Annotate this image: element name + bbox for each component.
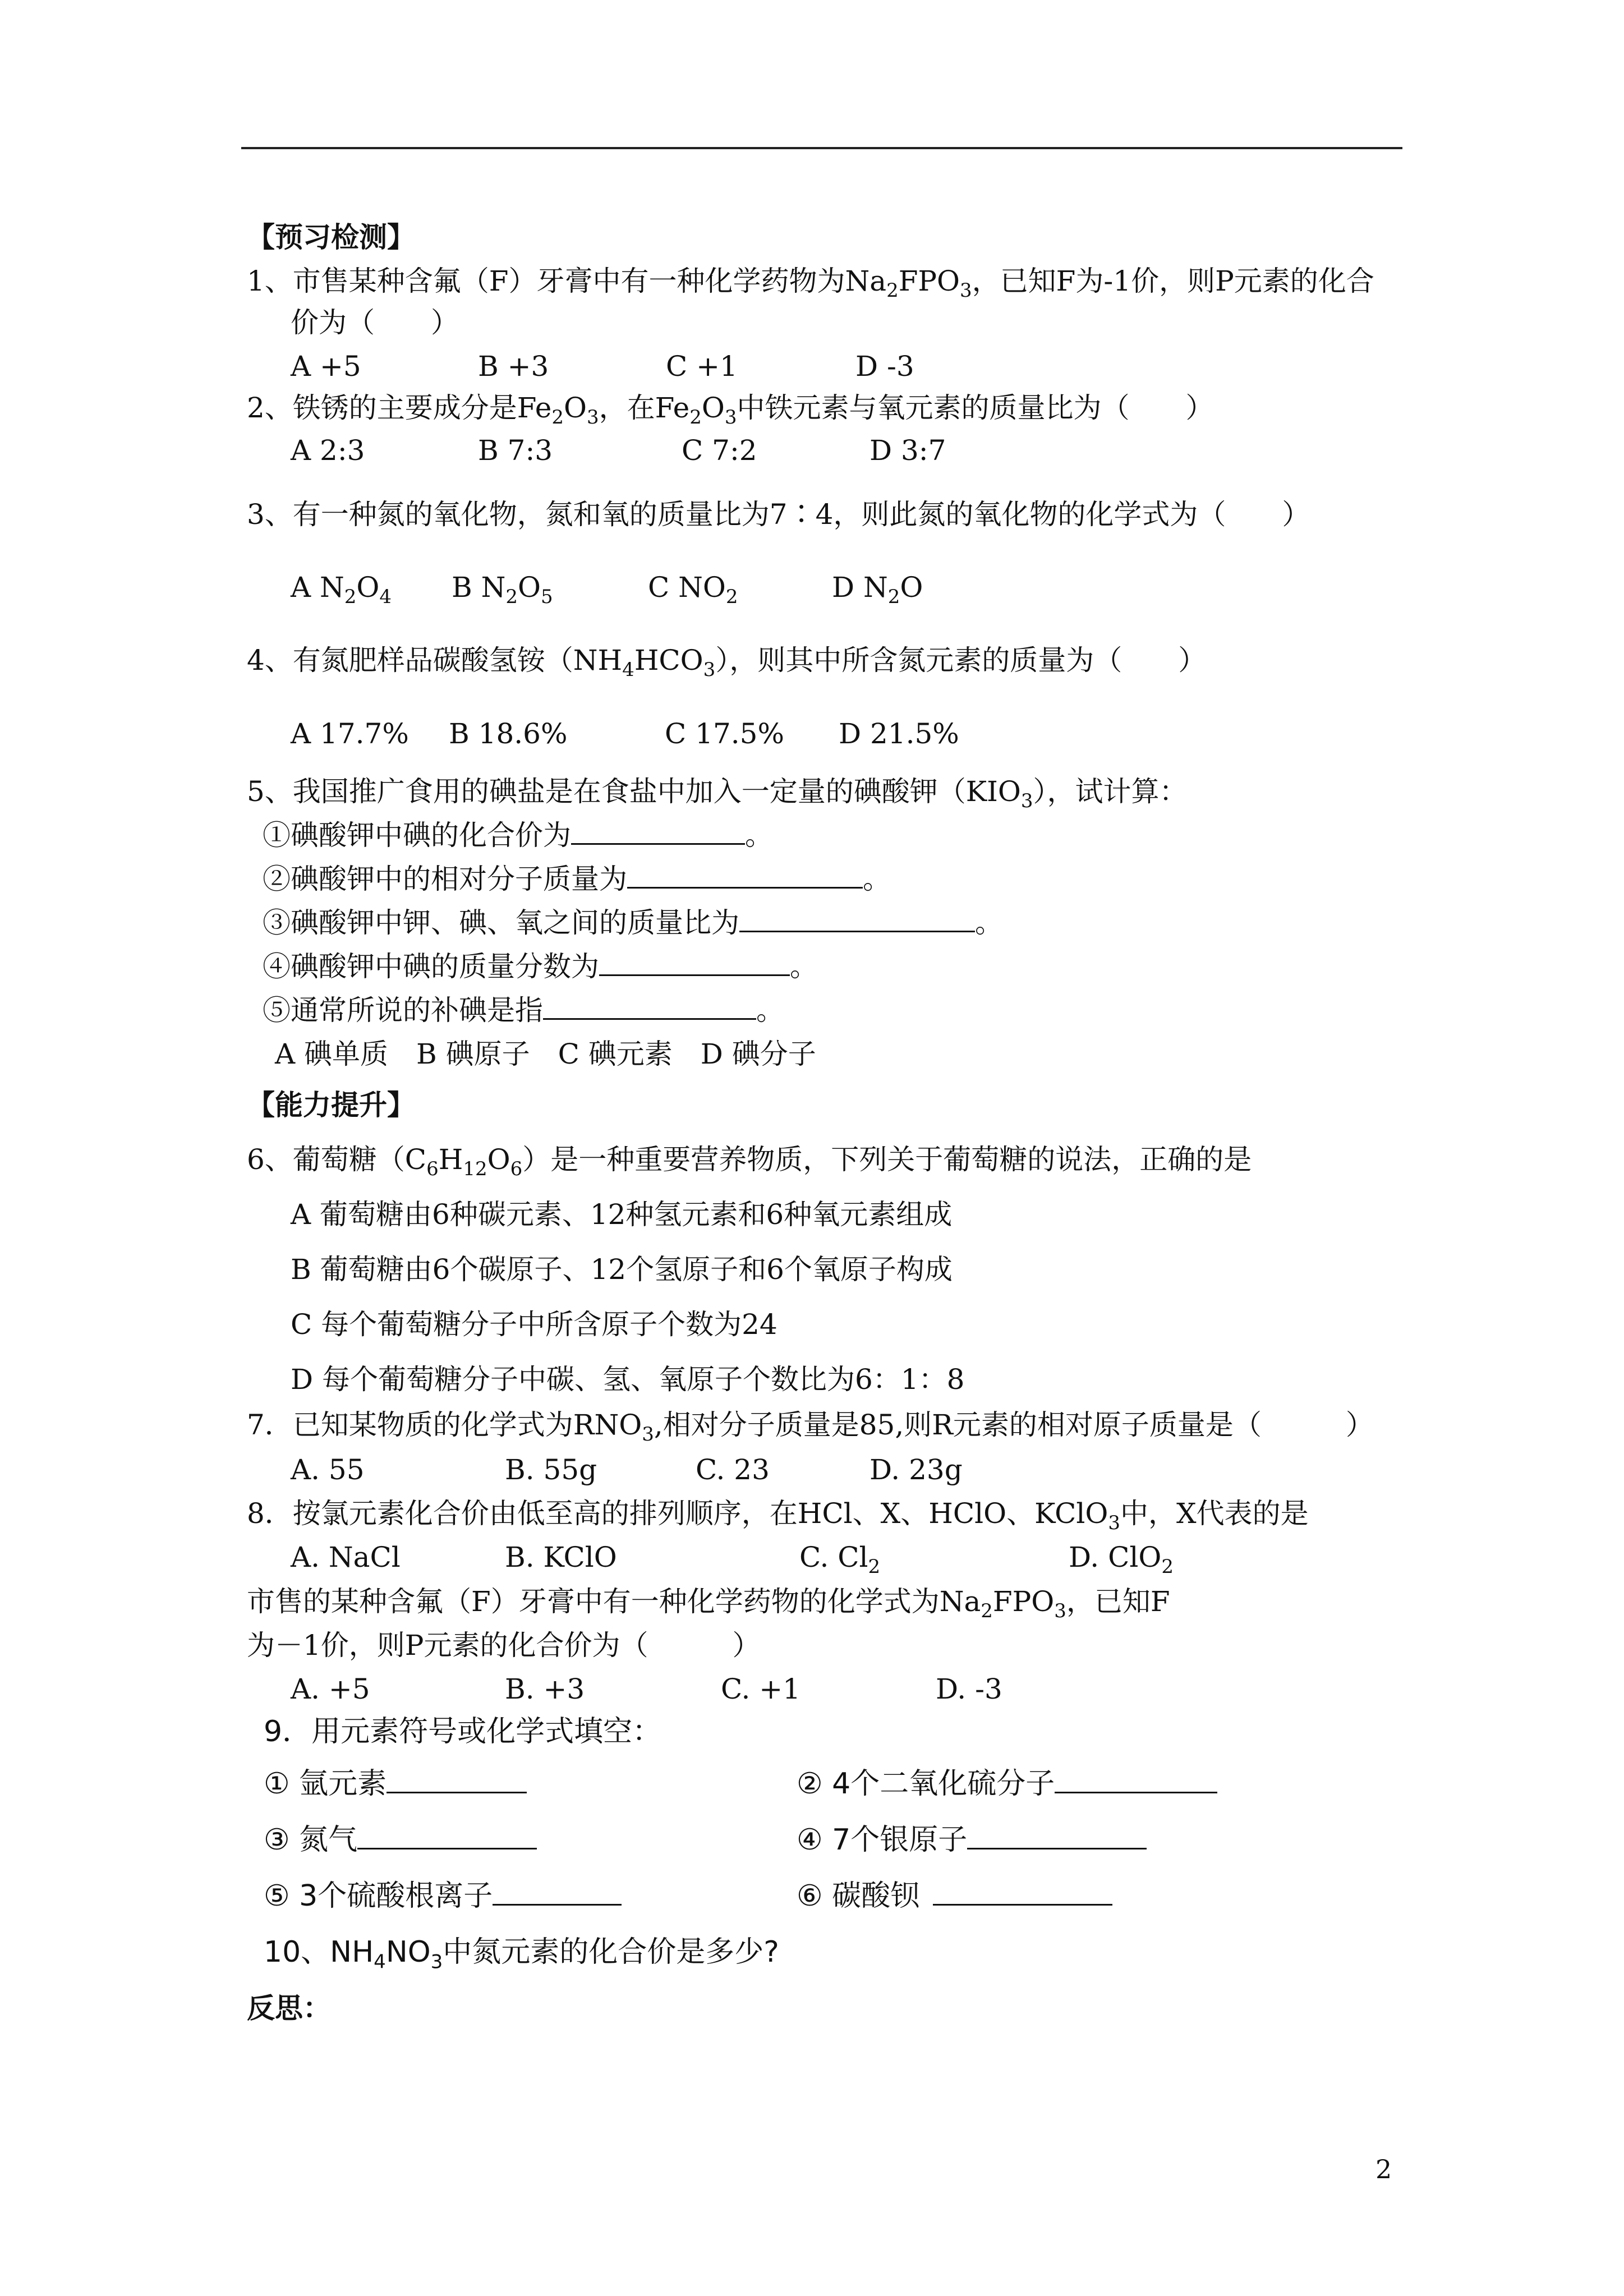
question-8-option-c: C. $Cl_2$ <box>799 1541 881 1578</box>
answer-blank[interactable] <box>1055 1769 1217 1793</box>
question-5: 5、我国推广食用的碘盐是在食盐中加入一定量的碘酸钾$(KIO_3)$，试计算： <box>247 775 1188 812</box>
answer-blank[interactable] <box>571 821 745 845</box>
question-1-option-b: B +3 <box>478 350 549 383</box>
section-heading-preview: 【预习检测】 <box>247 220 415 254</box>
header-rule <box>241 147 1402 149</box>
question-2-option-d: D 3:7 <box>869 434 946 467</box>
question-3-option-d: D $N_2O$ <box>832 571 923 608</box>
question-9-item-5: ⑤ 3个硫酸根离子 <box>264 1876 622 1916</box>
question-4-option-c: C 17.5% <box>665 717 784 750</box>
question-fluoride-continued: 为－1价，则P元素的化合价为（ ） <box>247 1629 761 1662</box>
answer-blank[interactable] <box>967 1825 1147 1849</box>
question-fluoride-option-d: D. -3 <box>936 1673 1002 1705</box>
question-fluoride-option-b: B. +3 <box>505 1673 585 1705</box>
question-1-continued: 价为（ ） <box>291 306 459 339</box>
question-2: 2、铁锈的主要成分是$Fe_2O_3$，在$Fe_2O_3$中铁元素与氧元素的质量比为（ ） <box>247 392 1214 429</box>
question-6: 6、葡萄糖$(C_6H_{12}O_6)$是一种重要营养物质，下列关于葡萄糖的说法，正确的是 <box>247 1143 1252 1180</box>
question-1-option-a: A +5 <box>291 350 361 383</box>
answer-blank[interactable] <box>627 864 863 889</box>
question-7: 7．已知某物质的化学式为$RNO_3$,相对分子质量是85,则R元素的相对原子质量是（ ） <box>247 1409 1374 1446</box>
question-7-option-a: A. 55 <box>291 1453 365 1486</box>
question-7-option-c: C. 23 <box>696 1453 770 1486</box>
section-heading-ability: 【能力提升】 <box>247 1088 415 1121</box>
question-fluoride-option-a: A. +5 <box>291 1673 370 1705</box>
question-2-option-b: B 7:3 <box>478 434 553 467</box>
question-8: 8．按氯元素化合价由低至高的排列顺序，在HCl、X、HClO、KClO$_3$中，X代表的是 <box>247 1497 1309 1534</box>
question-6-option-c: C 每个葡萄糖分子中所含原子个数为24 <box>291 1308 778 1341</box>
question-5-item-4: ④碘酸钾中碘的质量分数为 。 <box>263 950 818 983</box>
question-1: 1、市售某种含氟（F）牙膏中有一种化学药物为$Na_2FPO_3$，已知F为-1价，则P元素的化合 <box>247 265 1374 302</box>
question-9-item-4: ④ 7个银原子 <box>797 1820 1147 1860</box>
question-1-option-c: C +1 <box>666 350 738 383</box>
question-9-item-6: ⑥ 碳酸钡 <box>797 1876 1112 1916</box>
question-9-item-3: ③ 氮气 <box>264 1820 537 1860</box>
question-2-option-a: A 2:3 <box>291 434 365 467</box>
page-number: 2 <box>1375 2154 1392 2184</box>
question-5-item-1: ①碘酸钾中碘的化合价为 。 <box>263 819 773 852</box>
answer-blank[interactable] <box>599 952 790 976</box>
question-9: 9．用元素符号或化学式填空： <box>264 1715 662 1749</box>
answer-blank[interactable] <box>493 1881 622 1906</box>
answer-blank[interactable] <box>543 996 756 1020</box>
question-8-option-a: A. NaCl <box>291 1541 401 1573</box>
question-6-option-d: D 每个葡萄糖分子中碳、氢、氧原子个数比为6：1：8 <box>291 1363 965 1396</box>
question-3: 3、有一种氮的氧化物，氮和氧的质量比为7∶4，则此氮的氧化物的化学式为（ ） <box>247 498 1310 531</box>
question-5-item-3: ③碘酸钾中钾、碘、氧之间的质量比为 。 <box>263 907 1003 939</box>
question-3-option-b: B $N_2O_5$ <box>452 571 553 608</box>
question-7-option-d: D. 23g <box>869 1453 963 1486</box>
answer-blank[interactable] <box>387 1769 527 1793</box>
question-6-option-a: A 葡萄糖由6种碳元素、12种氢元素和6种氧元素组成 <box>291 1198 953 1231</box>
answer-blank[interactable] <box>739 908 975 932</box>
question-5-item-5: ⑤通常所说的补碘是指 。 <box>263 994 784 1027</box>
question-8-option-b: B. KClO <box>505 1541 617 1573</box>
answer-blank[interactable] <box>357 1825 537 1849</box>
question-fluoride: 市售的某种含氟（F）牙膏中有一种化学药物的化学式为$Na_2FPO_3$，已知F <box>247 1585 1170 1622</box>
question-3-option-a: A $N_2O_4$ <box>291 571 392 608</box>
section-heading-reflection: 反思： <box>247 1991 331 2024</box>
question-3-option-c: C $NO_2$ <box>648 571 738 608</box>
question-4-option-a: A 17.7% <box>291 717 409 750</box>
question-2-option-c: C 7:2 <box>682 434 757 467</box>
question-4-option-b: B 18.6% <box>449 717 568 750</box>
question-5-options: A 碘单质 B 碘原子 C 碘元素 D 碘分子 <box>275 1038 816 1070</box>
question-6-option-b: B 葡萄糖由6个碳原子、12个氢原子和6个氧原子构成 <box>291 1253 953 1286</box>
question-9-item-1: ① 氩元素 <box>264 1764 527 1803</box>
question-1-option-d: D -3 <box>855 350 914 383</box>
question-8-option-d: D. ClO$_2$ <box>1069 1541 1174 1578</box>
question-5-item-2: ②碘酸钾中的相对分子质量为 。 <box>263 863 891 895</box>
question-10: 10、$NH_4NO_3$中氮元素的化合价是多少? <box>264 1935 779 1973</box>
question-4-option-d: D 21.5% <box>839 717 959 750</box>
question-9-item-2: ② 4个二氧化硫分子 <box>797 1764 1217 1803</box>
question-4: 4、有氮肥样品碳酸氢铵$(NH_4HCO_3)$，则其中所含氮元素的质量为（ ） <box>247 644 1207 681</box>
question-fluoride-option-c: C. +1 <box>721 1673 801 1705</box>
question-7-option-b: B. 55g <box>505 1453 597 1486</box>
answer-blank[interactable] <box>933 1881 1112 1906</box>
